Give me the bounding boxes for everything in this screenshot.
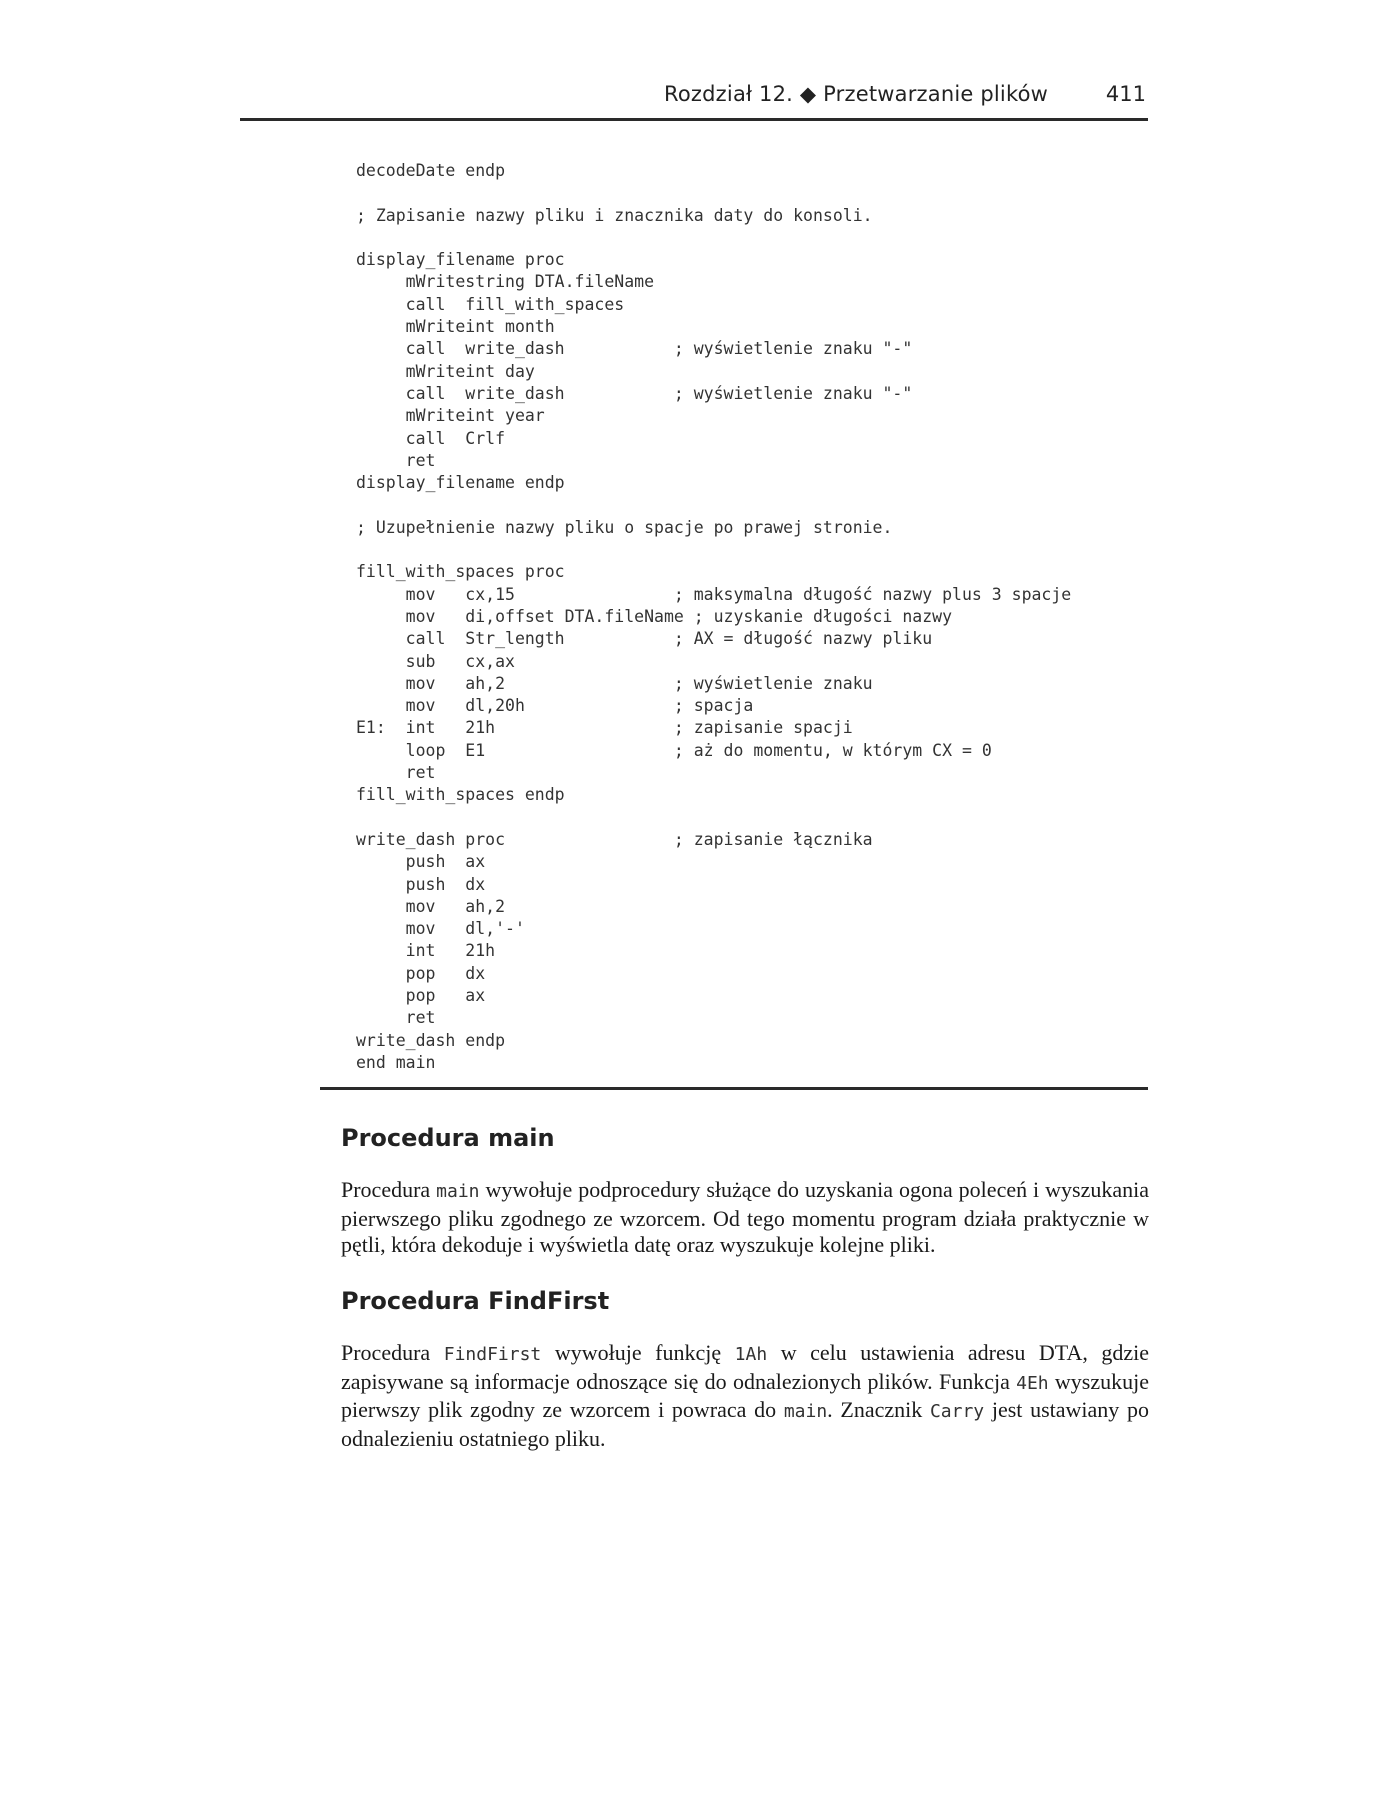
code-line: mov ah,2 ; wyświetlenie znaku	[356, 673, 873, 693]
code-line: ret	[356, 1008, 436, 1028]
code-line: mov cx,15 ; maksymalna długość nazwy plus 3 spacje	[356, 584, 1072, 604]
code-line: end main	[356, 1052, 436, 1072]
paragraph-text: wywołuje funkcję	[541, 1340, 735, 1365]
chapter-title: Rozdział 12. ◆ Przetwarzanie plików	[664, 82, 1048, 106]
paragraph-text: . Znacznik	[827, 1397, 930, 1422]
code-line: fill_with_spaces proc	[356, 562, 565, 582]
inline-code: 1Ah	[734, 1344, 768, 1365]
code-line: mWriteint year	[356, 406, 545, 426]
code-line: write_dash endp	[356, 1030, 506, 1050]
code-line: display_filename proc	[356, 250, 565, 270]
code-line: mWriteint month	[356, 317, 555, 337]
inline-code: Carry	[929, 1401, 985, 1422]
code-line: pop ax	[356, 985, 486, 1005]
code-line: display_filename endp	[356, 473, 565, 493]
code-line: call write_dash ; wyświetlenie znaku "-"	[356, 339, 913, 359]
code-line: E1: int 21h ; zapisanie spacji	[356, 718, 853, 738]
running-header	[240, 78, 1148, 121]
paragraph-text: w celu ustawienia adresu DTA, gdzie zapisywane są informacje odnoszące się do odnalezionych plików. Funkcja	[341, 1340, 1150, 1394]
section-paragraph-main	[341, 1177, 1149, 1259]
paragraph-text: wywołuje podprocedury służące do uzyskania ogona poleceń i wyszukania pierwszego pliku zgodnego ze wzorcem. Od tego momentu program działa praktycznie w pętli, która dekoduje i wyświetla datę oraz wyszukuje kolejne pliki.	[341, 1177, 1149, 1257]
code-line: push dx	[356, 874, 486, 894]
code-line: mWritestring DTA.fileName	[356, 272, 655, 292]
section-paragraph-findfirst	[341, 1340, 1149, 1452]
paragraph-text: Procedura	[341, 1340, 444, 1365]
section-heading-findfirst: Procedura FindFirst	[341, 1287, 610, 1315]
code-line: fill_with_spaces endp	[356, 785, 565, 805]
inline-code: 4Eh	[1016, 1372, 1049, 1394]
paragraph-text: wyszukuje pierwszy plik zgodny ze wzorcem i powraca do	[341, 1368, 1149, 1422]
code-line: mWriteint day	[356, 361, 535, 381]
code-line: ; Uzupełnienie nazwy pliku o spacje po prawej stronie.	[356, 517, 893, 537]
code-line: call fill_with_spaces	[356, 294, 625, 314]
code-line: mov di,offset DTA.fileName ; uzyskanie długości nazwy	[356, 606, 953, 626]
code-line: loop E1 ; aż do momentu, w którym CX = 0	[356, 740, 992, 760]
code-line: sub cx,ax	[356, 651, 515, 671]
code-line: ret	[356, 450, 436, 470]
paragraph-text: Procedura	[341, 1177, 437, 1202]
code-line: pop dx	[356, 963, 486, 983]
code-line: decodeDate endp	[356, 161, 506, 180]
code-line: mov dl,'-'	[356, 919, 525, 939]
code-line: ret	[356, 763, 436, 783]
inline-code: main	[783, 1401, 828, 1422]
code-line: call Crlf	[356, 428, 506, 448]
code-line: write_dash proc ; zapisanie łącznika	[356, 829, 873, 849]
inline-code: FindFirst	[443, 1344, 542, 1365]
code-line: ; Zapisanie nazwy pliku i znacznika daty do konsoli.	[356, 205, 873, 225]
page-number: 411	[1105, 82, 1146, 106]
code-listing	[356, 160, 1071, 1074]
code-line: int 21h	[356, 941, 496, 961]
section-heading-main: Procedura main	[341, 1124, 555, 1152]
code-line: call Str_length ; AX = długość nazwy pliku	[356, 629, 933, 649]
inline-code: main	[436, 1181, 480, 1202]
code-line: mov ah,2	[356, 896, 506, 916]
code-listing-bottom-rule	[320, 1087, 1148, 1090]
code-line: call write_dash ; wyświetlenie znaku "-"	[356, 383, 913, 403]
code-line: mov dl,20h ; spacja	[356, 696, 754, 716]
code-line: push ax	[356, 852, 486, 872]
paragraph-text: jest ustawiany po odnalezieniu ostatniego pliku.	[341, 1397, 1149, 1451]
